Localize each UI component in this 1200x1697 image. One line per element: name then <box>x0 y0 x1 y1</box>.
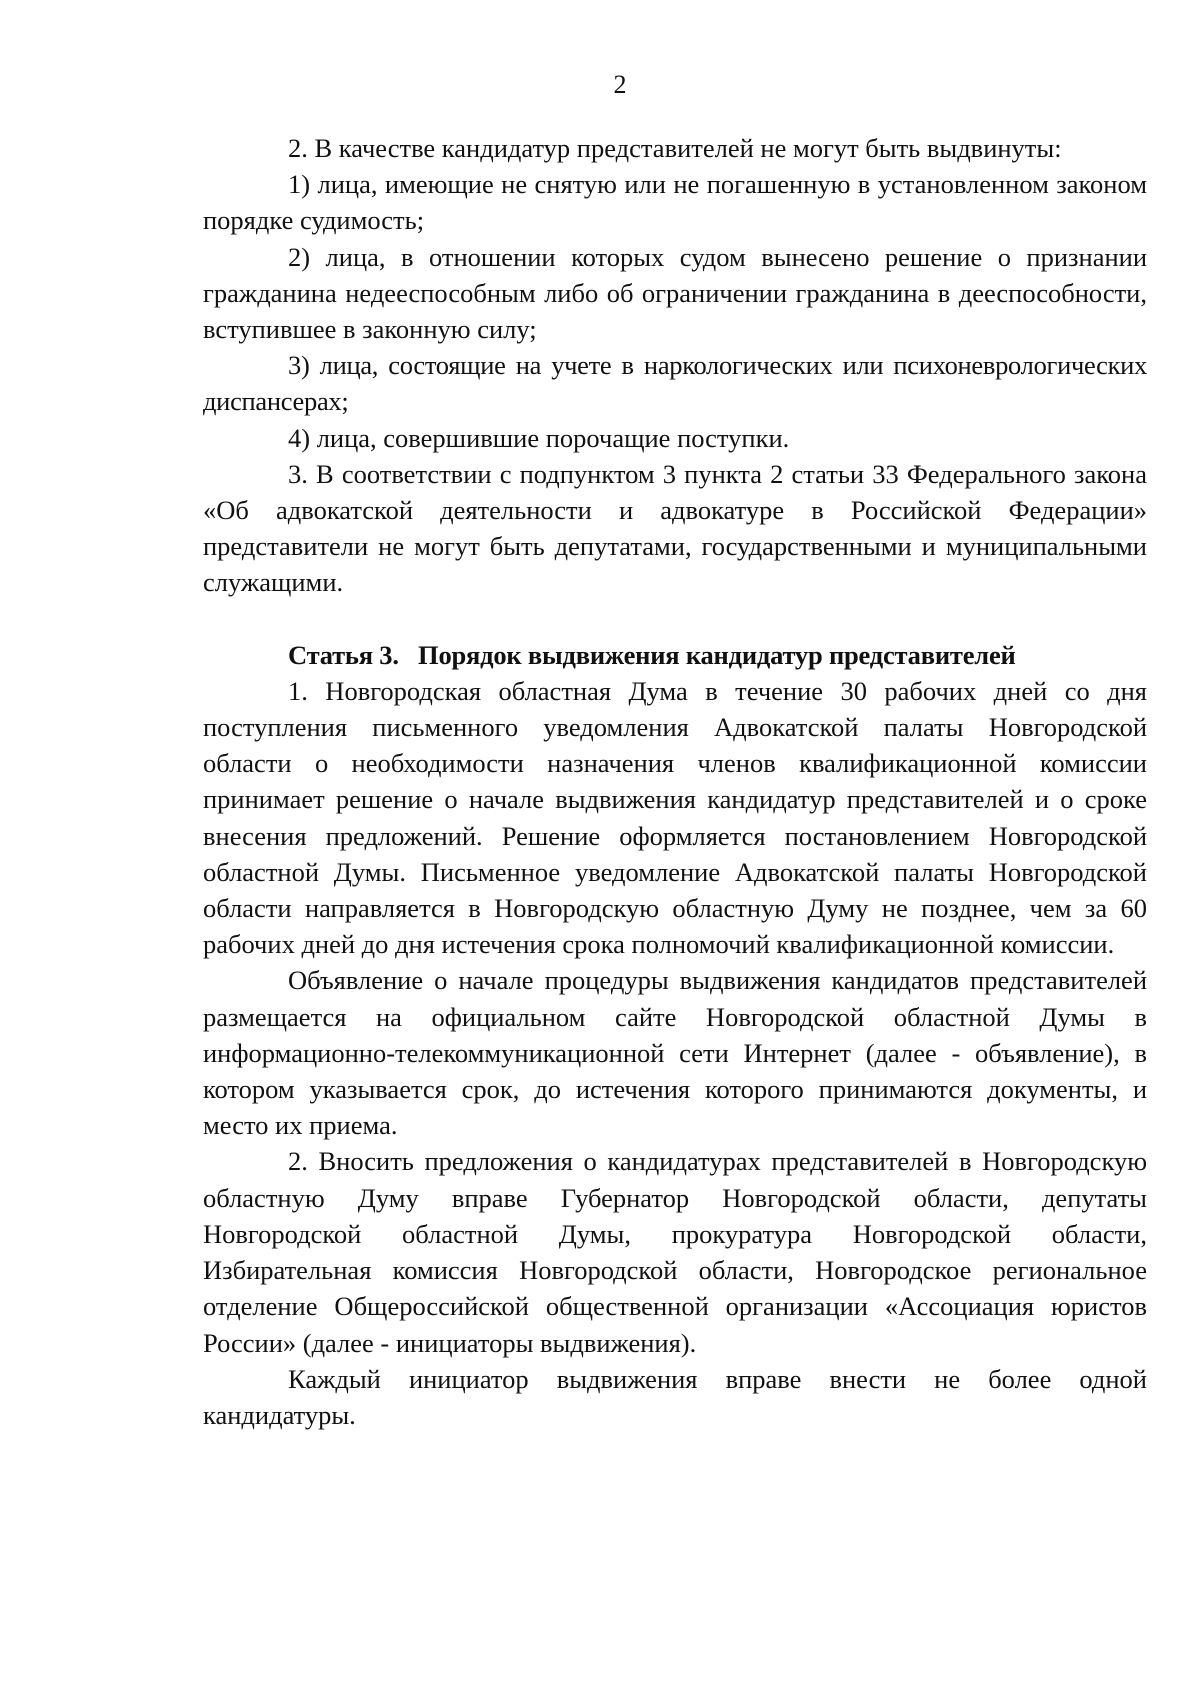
paragraph-announcement: Объявление о начале процедуры выдвижения кандидатов представителей размещается на официальном сайте Новгородской областной Думы в информационно-телекоммуникационной сети Интернет (далее - объявление), в котором указывается срок, до истечения которого принимаются документы, и место их приема. <box>203 965 1147 1141</box>
paragraph-article3-item-2: 2. Вносить предложения о кандидатурах представителей в Новгородскую областную Думу вправе Губернатор Новгородской области, депутаты Новгородской областной Думы, прокуратура Новгородской области, Избирательная комиссия Новгородской области, Новгородское региональное отделение Общероссийской общественной организации «Ассоциация юристов России» (далее - инициаторы выдвижения). <box>203 1146 1147 1358</box>
document-body <box>203 130 1147 1433</box>
article-heading: Статья 3. Порядок выдвижения кандидатур представителей <box>288 639 1016 670</box>
page-number: 2 <box>613 70 627 99</box>
paragraph-subitem-1: 1) лица, имеющие не снятую или не погашенную в установленном законом порядке судимость; <box>203 169 1147 236</box>
paragraph-subitem-2: 2) лица, в отношении которых судом вынесено решение о признании гражданина недееспособным либо об ограничении гражданина в дееспособности, вступившее в законную силу; <box>203 241 1147 345</box>
paragraph-one-candidate: Каждый инициатор выдвижения вправе внести не более одной кандидатуры. <box>203 1363 1147 1430</box>
paragraph-subitem-4: 4) лица, совершившие порочащие поступки. <box>288 422 790 453</box>
paragraph-subitem-3: 3) лица, состоящие на учете в наркологических или психоневрологических диспансерах; <box>203 350 1147 417</box>
paragraph-item-3: 3. В соответствии с подпунктом 3 пункта 2 статьи 33 Федерального закона «Об адвокатской деятельности и адвокатуре в Российской Федерации» представители не могут быть депутатами, государственными и муниципальными служащими. <box>203 458 1147 598</box>
paragraph-article3-item-1: 1. Новгородская областная Дума в течение 30 рабочих дней со дня поступления письменного уведомления Адвокатской палаты Новгородской области о необходимости назначения членов квалификационной комиссии принимает решение о начале выдвижения кандидатур представителей и о сроке внесения предложений. Решение оформляется постановлением Новгородской областной Думы. Письменное уведомление Адвокатской палаты Новгородской области направляется в Новгородскую областную Думу не позднее, чем за 60 рабочих дней до дня истечения срока полномочий квалификационной комиссии. <box>203 675 1147 960</box>
paragraph-item-2: 2. В качестве кандидатур представителей не могут быть выдвинуты: <box>288 133 1062 163</box>
